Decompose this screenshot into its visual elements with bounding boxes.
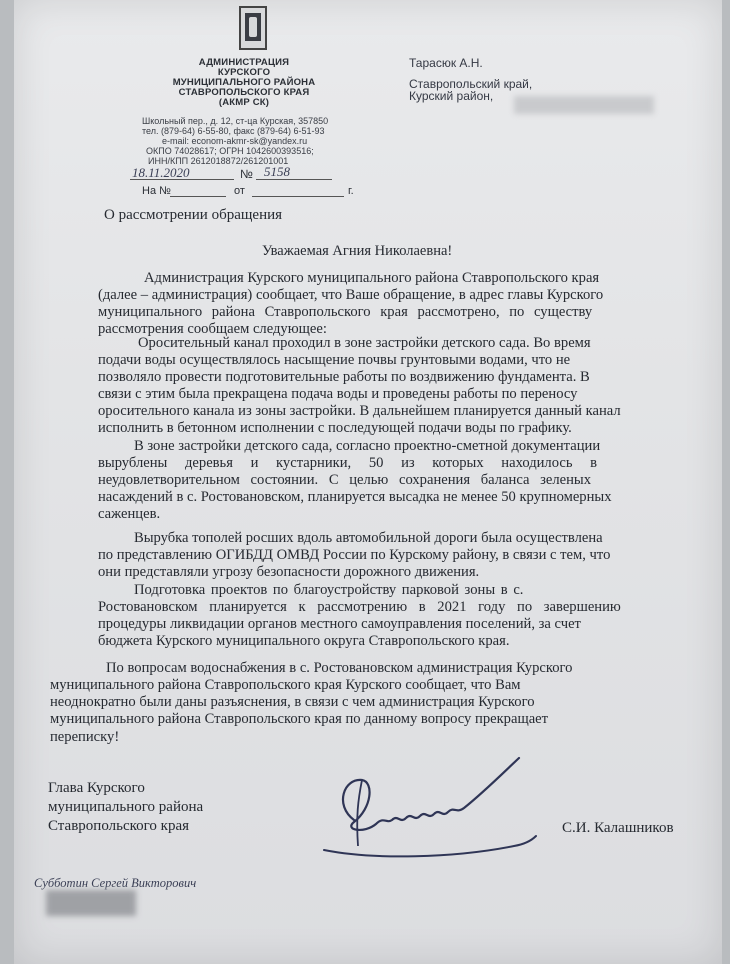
address-line-1: Школьный пер., д. 12, ст-ца Курская, 357850	[142, 116, 329, 126]
executor-name: Субботин Сергей Викторович	[34, 876, 197, 890]
org-name-line-5: (АКМР СК)	[218, 97, 270, 108]
address-line-5: ИНН/КПП 2612018872/261201001	[148, 156, 289, 166]
recipient-line-1: Ставропольский край,	[409, 77, 533, 91]
para2-line6: исполнить в бетонном исполнении с последующей подачи воды по графику.	[98, 420, 572, 436]
para3-line3: неудовлетворительном состоянии. С целью сохранения баланса зеленых	[98, 472, 592, 488]
para6-line1: По вопросам водоснабжения в с. Ростовановском администрация Курского	[106, 660, 573, 676]
para5-line4: бюджета Курского муниципального округа Ставропольского края.	[98, 633, 510, 649]
registration-line	[126, 164, 336, 183]
para3-line5: саженцев.	[98, 506, 161, 522]
para3-line2: вырублены деревья и кустарники, 50 из которых находилось в	[98, 455, 598, 471]
coat-of-arms-icon	[239, 6, 267, 50]
recipient-name: Тарасюк А.Н.	[409, 56, 483, 70]
para6-line5: переписку!	[50, 729, 120, 745]
para5-line1: Подготовка проектов по благоустройству парковой зоны в с.	[134, 582, 524, 598]
letter-page	[14, 0, 722, 964]
number-label: №	[240, 167, 253, 181]
para6-line2: муниципального района Ставропольского края Курского сообщает, что Вам	[50, 677, 521, 693]
signatory-name: С.И. Калашников	[562, 820, 674, 836]
letter-subject: О рассмотрении обращения	[104, 207, 283, 223]
org-name-line-4: СТАВРОПОЛЬСКОГО КРАЯ	[178, 87, 310, 98]
address-line-4: ОКПО 74028617; ОГРН 1042600393516;	[146, 146, 314, 156]
para3-line4: насаждений в с. Ростовановском, планируется высадка не менее 50 крупномерных	[98, 489, 612, 505]
para2-line4: связи с этим была прекращена подача воды и проведены работы по переносу	[98, 386, 578, 402]
para4-line2: по представлению ОГИБДД ОМВД России по Курскому району, в связи с тем, что	[98, 547, 611, 563]
para4-line1: Вырубка тополей росших вдоль автомобильной дороги была осуществлена	[134, 530, 603, 546]
para1-line1: Администрация Курского муниципального района Ставропольского края	[144, 270, 600, 286]
para2-line1: Оросительный канал проходил в зоне застройки детского сада. Во время	[138, 335, 591, 351]
signatory-title-line-2: муниципального района	[48, 799, 204, 815]
signatory-title-line-1: Глава Курского	[48, 780, 145, 796]
para3-line1: В зоне застройки детского сада, согласно проектно-сметной документации	[134, 438, 601, 454]
para1-line3: муниципального района Ставропольского края рассмотрено, по существу	[98, 304, 593, 320]
recipient-line-2: Курский район,	[409, 89, 494, 103]
address-line-3: e-mail: econom-akmr-sk@yandex.ru	[162, 136, 308, 146]
para1-line2: (далее – администрация) сообщает, что Ваше обращение, в адрес главы Курского	[98, 287, 604, 303]
para6-line4: муниципального района Ставропольского края по данному вопросу прекращает	[50, 711, 549, 727]
signatory-title-line-3: Ставропольского края	[48, 818, 189, 834]
para2-line3: позволяло провести подготовительные работы по воздвижению фундамента. В	[98, 369, 590, 385]
org-name-line-1: АДМИНИСТРАЦИЯ	[198, 57, 290, 68]
para4-line3: они представляли угрозу безопасности дорожного движения.	[98, 564, 480, 580]
redacted-address	[514, 96, 654, 114]
handwritten-signature	[314, 750, 544, 870]
para5-line3: процедуры ликвидации органов местного самоуправления поселений, за счет	[98, 616, 581, 632]
letter-greeting: Уважаемая Агния Николаевна!	[262, 243, 453, 259]
para1-line4: рассмотрения сообщаем следующее:	[98, 321, 327, 337]
on-label: На №	[142, 185, 171, 197]
para2-line2: подачи воды осуществлялось насыщение почвы грунтовыми водами, что не	[98, 352, 571, 368]
address-line-2: тел. (879-64) 6-55-80, факс (879-64) 6-51-93	[142, 126, 325, 136]
para6-line3: неоднократно были даны разъяснения, в связи с чем администрация Курского	[50, 694, 535, 710]
org-name-line-3: МУНИЦИПАЛЬНОГО РАЙОНА	[172, 77, 316, 88]
redacted-phone	[46, 890, 136, 916]
date-handwritten: 18.11.2020	[132, 165, 190, 180]
para2-line5: оросительного канала из зоны застройки. В дальнейшем планируется данный канал	[98, 403, 621, 419]
para5-line2: Ростовановском планируется к рассмотрению в 2021 году по завершению	[98, 599, 621, 615]
reply-reference-line	[142, 185, 362, 201]
org-name-line-2: КУРСКОГО	[217, 67, 271, 78]
year-suffix: г.	[348, 185, 354, 197]
from-label: от	[234, 185, 245, 197]
number-handwritten: 5158	[264, 164, 290, 179]
